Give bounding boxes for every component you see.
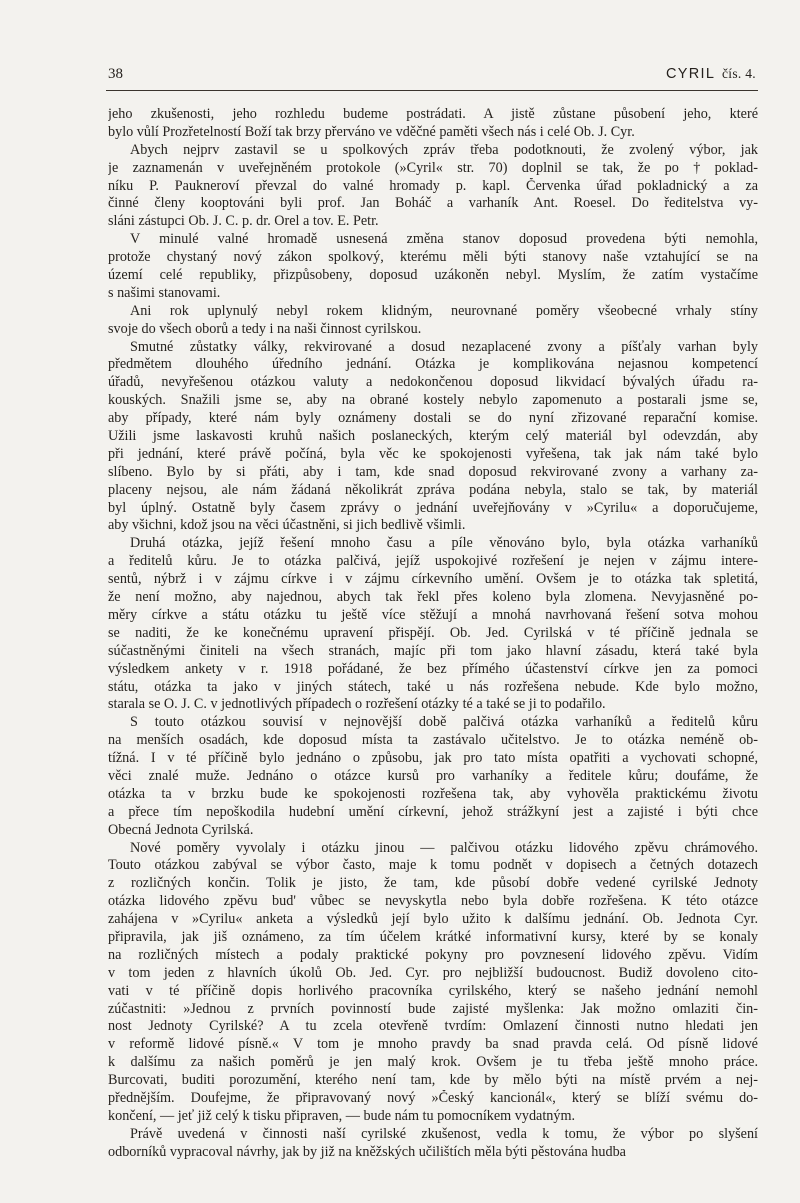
journal-title: CYRIL xyxy=(666,66,715,82)
text-line: placeny nejsou, ale nám žádaná několikrát zpráva podána nebyla, stalo se tak, by materiál xyxy=(108,481,758,498)
text-line: věci znalé muže. Jednáno o otázce kursů pro varhaníky a ředitele kůru; doufáme, že xyxy=(108,767,758,784)
text-line: připravila, jak jiš oznámeno, za tím účelem krátké informativní kursy, které by se konaly xyxy=(108,928,758,945)
body-text xyxy=(108,106,758,1162)
text-line: k dalšímu za našich poměrů je jen malý krok. Ovšem je tu třeba ještě mnoho práce. xyxy=(108,1054,758,1071)
page-number: 38 xyxy=(108,66,123,82)
text-line: při jednání, které právě počíná, byla věc ke spokojenosti vyřešena, tak jak nám také bylo xyxy=(108,445,758,462)
text-line: území celé republiky, přizpůsobeny, doposud uzákoněn nebyl. Myslím, že zatím vystačíme xyxy=(108,267,758,284)
text-line: otázka lidového zpěvu bud' vůbec se nevyskytla nebo byla dobře rozřešena. K této otázce xyxy=(108,893,758,910)
text-line: sláni zástupci Ob. J. C. p. dr. Orel a tov. E. Petr. xyxy=(108,213,379,230)
text-line: Užili jsme laskavosti kruhů našich poslaneckých, kterým celý materiál byl odevzdán, aby xyxy=(108,428,758,445)
text-line: výsledkem ankety v r. 1918 pořádané, že bez přímého účastenství církve jen za pomoci xyxy=(108,660,758,677)
text-line: končení, — jeť již celý k tisku připraven, — bude nám tu pomocníkem vydatným. xyxy=(108,1107,576,1124)
text-line: svoje do všech oborů a tedy i na naši činnost cyrilskou. xyxy=(108,320,422,337)
text-line: sentů, nýbrž i v zájmu církve i v zájmu církevního umění. Ovšem je to otázka tak spletitá, xyxy=(108,571,758,588)
text-line: Touto otázkou zabýval se výbor často, maje k tomu podnět v dopisech a četných dotazech xyxy=(108,857,758,874)
text-line: zahájena v »Cyrilu« anketa a výsledků její bylo užito k dalšímu jednání. Ob. Jednota Cyr. xyxy=(108,911,758,928)
text-line: a ředitelů kůru. Je to otázka palčivá, jejíž uspokojivé rozřešení je nejen v zájmu intere- xyxy=(108,553,758,570)
journal-issue xyxy=(666,66,756,82)
text-line: protože chystaný nový zákon spolkový, kterému měli býti stanovy naše vztahující se na xyxy=(108,249,758,266)
text-line: na menších osadách, kde doposud místa ta zastávalo učitelstvo. Je to otázka neméně ob- xyxy=(108,732,758,749)
text-line: se naditi, že ke konečnému upravení přispějí. Ob. Jed. Cyrilská v té příčině jednala se xyxy=(108,624,758,641)
text-line: činné členy kooptováni byli prof. Jan Boháč a varhaník Ant. Roesel. Do ředitelstva vy- xyxy=(108,195,758,212)
text-line: Obecná Jednota Cyrilská. xyxy=(108,821,254,838)
text-line: V minulé valné hromadě usnesená změna stanov doposud provedena býti nemohla, xyxy=(130,231,758,248)
text-line: vati v té příčině dopis horlivého pracovníka cyrilského, který se našeho jednání nemohl xyxy=(108,982,758,999)
text-line: Nové poměry vyvolaly i otázku jinou — palčivou otázku lidového zpěvu chrámového. xyxy=(130,839,758,856)
text-line: odborníků vypracoval návrhy, jak by již na kněžských učilištích měla býti pěstována hudba xyxy=(108,1143,626,1160)
text-line: a přece tím nepoškodila hudební umění církevní, jehož strážkyní jest a zajisté i býti chce xyxy=(108,803,758,820)
text-line: je zaznamenán v uveřejněném protokole (»Cyril« str. 70) doplnil se tak, že po † poklad- xyxy=(108,159,758,176)
header-rule xyxy=(106,90,758,91)
text-line: z rozličných končin. Tolik je jisto, že tam, kde působí dobře vedené cyrilské Jednoty xyxy=(108,875,758,892)
text-line: Abych nejprv zastavil se u spolkových zpráv třeba podotknouti, že zvolený výbor, jak xyxy=(130,141,758,158)
text-line: zúčastniti: »Jednou z prvních povinností bude zajisté myšlenka: Jak možno omlaziti čin- xyxy=(108,1000,758,1017)
text-line: Burcovati, buditi porozumění, kterého není tam, kde by mělo býti na místě prvém a nej- xyxy=(108,1072,758,1089)
running-header xyxy=(108,66,756,86)
text-line: s našimi stanovami. xyxy=(108,284,221,301)
text-line: Druhá otázka, jejíž řešení mnoho času a píle věnováno bylo, byla otázka varhaníků xyxy=(130,535,758,552)
text-line: aby případy, které nám byly oznámeny dostali se do nyní zřizované reparační komise. xyxy=(108,410,758,427)
text-line: otázka ta v brzku bude ke spokojenosti rozřešena tak, aby vyhověla praktickému životu xyxy=(108,785,758,802)
text-line: v tom jeden z hlavních úkolů Ob. Jed. Cyr. pro nejbližší budoucnost. Budiž dovoleno cito- xyxy=(108,964,758,981)
text-line: tížná. I v té příčině bylo jednáno o způsobu, jak pro tato místa opatřiti a vychovati schopné, xyxy=(108,750,758,767)
text-line: slíbeno. Bylo by si přáti, aby i tam, kde snad doposud rekvirované zvony a varhany za- xyxy=(108,463,758,480)
text-line: bylo vůlí Prozřetelností Boží tak brzy přerváno ve vděčné paměti všech nás i celé Ob. J. Cyr. xyxy=(108,123,635,140)
text-line: nost Jednoty Cyrilské? A tu zcela otevřeně tvrdím: Omlazení činnosti nutno hledati jen xyxy=(108,1018,758,1035)
text-line: v reformě lidové písně.« V tom je mnoho pravdy ba snad pravda celá. Od písně lidové xyxy=(108,1036,758,1053)
text-line: Ani rok uplynulý nebyl rokem klidným, neurovnané poměry všeobecné vrhaly stíny xyxy=(130,302,758,319)
text-line: S touto otázkou souvisí v nejnovější době palčivá otázka varhaníků a ředitelů kůru xyxy=(130,714,758,731)
issue-number: čís. 4. xyxy=(722,66,756,81)
text-line: jeho zkušenosti, jeho rozhledu budeme postrádati. A jistě zůstane působení jeho, které xyxy=(108,106,758,122)
text-line: Právě uvedená v činnosti naší cyrilské zkušenost, vedla k tomu, že výbor po slyšení xyxy=(130,1125,758,1142)
text-line: kouských. Snažili jsme se, aby na obrané kostely nebylo zapomenuto a postarali jsme se, xyxy=(108,392,758,409)
text-line: že není možno, aby najednou, abych tak řekl přes koleno byla zlomena. Nevyjasněné po- xyxy=(108,589,758,606)
text-line: starala se O. J. C. v jednotlivých případech o rozřešení otázky té a také se ji to podařilo. xyxy=(108,696,606,713)
text-line: níku P. Paukneroví převzal do valné hromady p. kapl. Červenka úřad pokladnický a za xyxy=(108,177,758,194)
text-line: přednějším. Doufejme, že připravovaný nový »Český kancionál«, který se blíží svému do- xyxy=(108,1089,758,1106)
text-line: předmětem dlouhého úředního jednání. Otázka je komplikována nejasnou kompetencí xyxy=(108,356,758,373)
text-line: úřadů, nevyřešenou otázkou valuty a nedokončenou doposud likvidací bývalých úřadu ra- xyxy=(108,374,758,391)
text-line: Smutné zůstatky války, rekvirované a dosud nezaplacené zvony a píšťaly varhan byly xyxy=(130,338,758,355)
text-line: aby všichni, kdož jsou na věci účastněni, si jich bedlivě všimli. xyxy=(108,517,466,534)
text-line: byl úplný. Ostatně byly časem zprávy o jednání uveřejňovány v »Cyrilu« a doporučujeme, xyxy=(108,499,758,516)
text-line: měry církve a státu otázku tu ještě více stěžují a mnohá navrhovaná řešení sotva mohou xyxy=(108,606,758,623)
text-line: súčastněnými činiteli na všech stranách, majíc při tom jako hlavní zásadu, která také byla xyxy=(108,642,758,659)
text-line: státu, otázka ta jako v jiných státech, také u nás rozřešena nebude. Kde bylo možno, xyxy=(108,678,758,695)
text-line: na rozličných místech a podaly praktické pokyny pro povznesení lidového zpěvu. Vidím xyxy=(108,946,758,963)
